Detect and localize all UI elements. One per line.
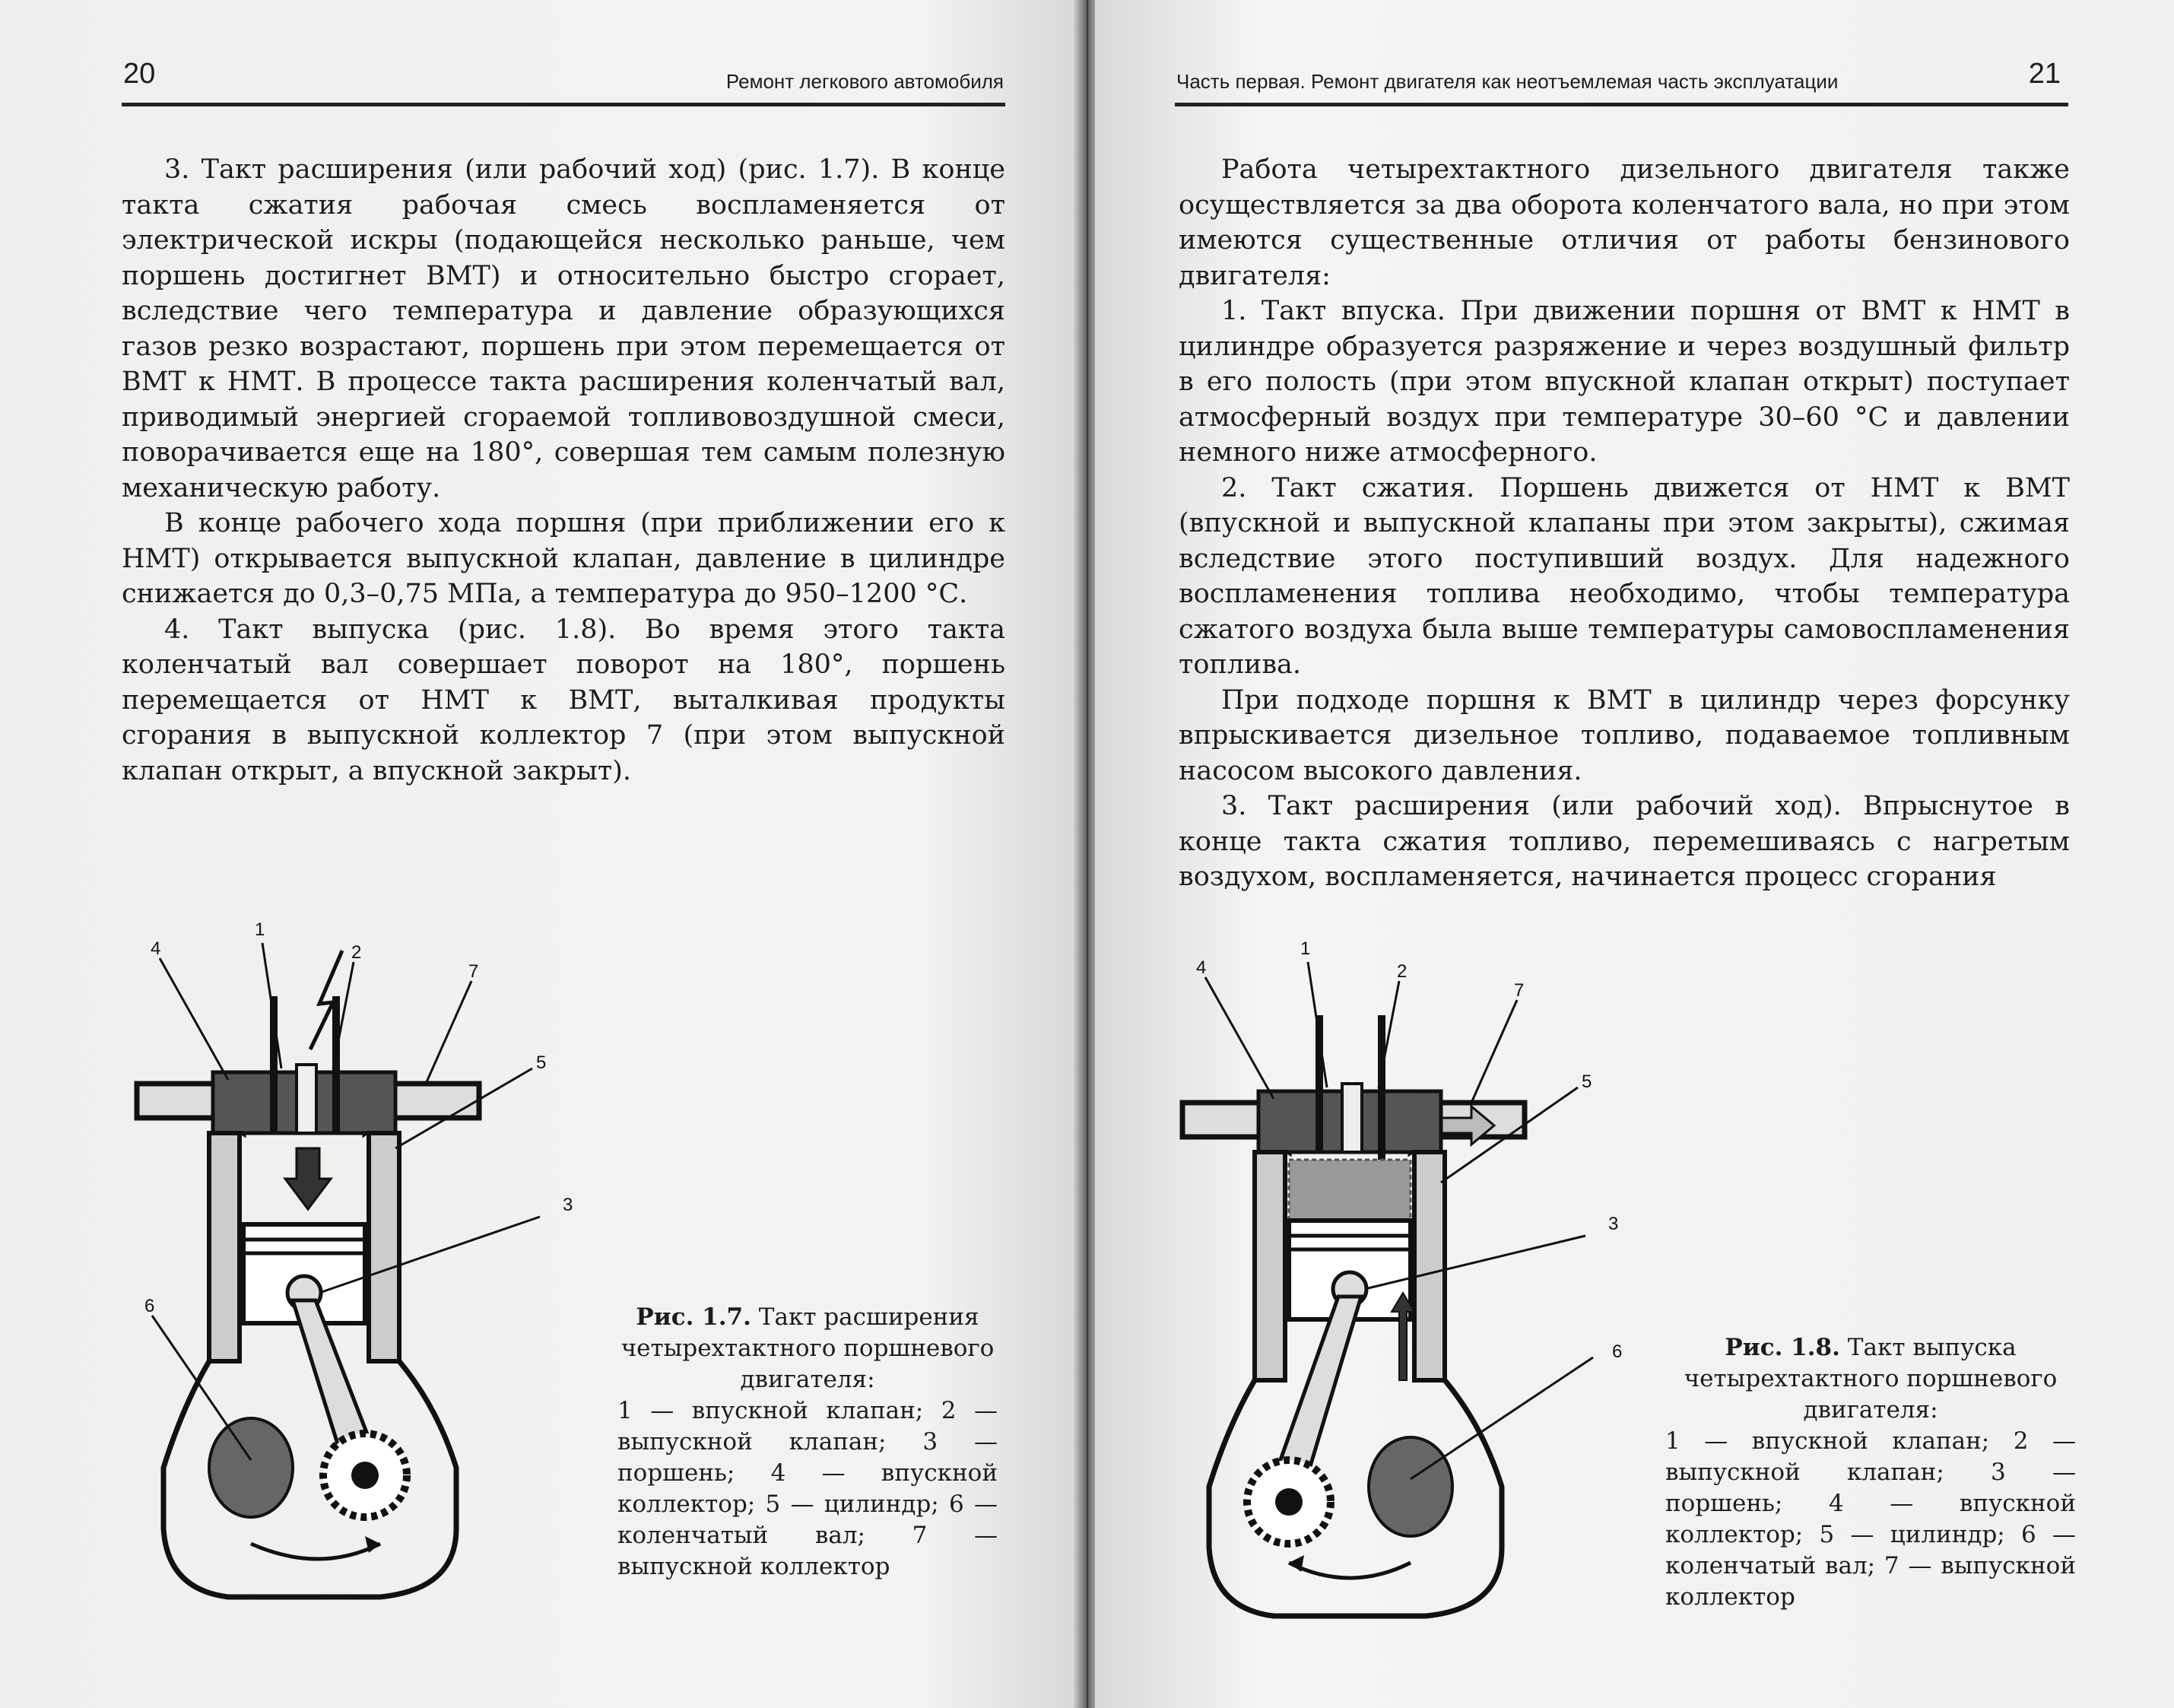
left-body-text — [122, 152, 1005, 789]
callout-5: 5 — [536, 1052, 547, 1073]
engine-diagram-exhaust-stroke — [1182, 938, 1654, 1624]
paragraph: 2. Такт сжатия. Поршень движется от НМТ к ВМТ (впускной и выпускной клапаны при этом закрыты), сжимая вследствие этого поступивший воздух. Для надежного воспламенения топлива необходимо, чтобы температура сжатого воздуха была выше температуры самовоспламенения топлива. — [1179, 472, 2070, 680]
cylinder-wall-right — [369, 1133, 399, 1361]
paragraph: 3. Такт расширения (или рабочий ход) (рис. 1.7). В конце такта сжатия рабочая смесь воспламеняется от электрической искры (подающейся несколько раньше, чем поршень достигнет ВМТ) и относительно быстро сгорает, вследствие чего температура и давление образующихся газов резко возрастают, поршень при этом перемещается от ВМТ к НМТ. В процессе такта расширения коленчатый вал, приводимый энергией сгораемой топливовоздушной смеси, поворачивается еще на 180°, совершая тем самым полезную механическую работу. — [122, 154, 1005, 503]
figure-caption-1-8 — [1665, 1332, 2076, 1613]
running-head: Часть первая. Ремонт двигателя как неотъемлемая часть эксплуатации — [1176, 70, 1839, 93]
spark-plug — [297, 1065, 316, 1133]
page-number: 20 — [123, 58, 156, 90]
callout-1: 1 — [255, 919, 265, 940]
caption-label: Рис. 1.8. — [1725, 1334, 1840, 1361]
cylinder-wall-left — [209, 1133, 240, 1361]
callout-3: 3 — [1608, 1214, 1619, 1234]
callout-4: 4 — [1196, 957, 1207, 978]
right-body-text — [1179, 152, 2070, 895]
engine-diagram-power-stroke — [137, 919, 608, 1605]
callout-6: 6 — [144, 1296, 155, 1316]
callout-2: 2 — [351, 942, 362, 963]
callout-7: 7 — [1514, 980, 1525, 1001]
right-page-header — [1175, 53, 2068, 106]
counterweight — [1369, 1437, 1452, 1536]
up-arrow-icon — [1392, 1293, 1414, 1380]
left-page-header — [122, 53, 1005, 106]
caption-body: 1 — впускной клапан; 2 — выпускной клапан; 3 — поршень; 4 — впускной коллектор; 5 — цилиндр; 6 — коленчатый вал; 7 — выпускной коллектор — [617, 1397, 998, 1580]
paragraph: 1. Такт впуска. При движении поршня от ВМТ к НМТ в цилиндре образуется разряжение и через воздушный фильтр в его полость (при этом впускной клапан открыт) поступает атмосферный воздух при температуре 30–60 °С и давлении немного ниже атмосферного. — [1179, 296, 2070, 468]
paragraph: Работа четырехтактного дизельного двигателя также осуществляется за два оборота коленчатого вала, но при этом имеются существенные отличия от работы бензинового двигателя: — [1179, 154, 2070, 291]
paragraph: 3. Такт расширения (или рабочий ход). Впрыснутое в конце такта сжатия топливо, перемешиваясь с нагретым воздухом, воспламеняется, начинается процесс сгорания — [1179, 791, 2070, 892]
down-arrow-icon — [285, 1148, 331, 1209]
figure-1-7-engine-diagram — [137, 919, 608, 1605]
cylinder-wall-right — [1414, 1152, 1445, 1380]
callout-6: 6 — [1612, 1341, 1623, 1362]
rotation-arrow-icon — [1289, 1563, 1411, 1578]
caption-title: Такт расширения четырехтактного поршневого двигателя: — [620, 1303, 995, 1393]
running-head: Ремонт легкового автомобиля — [725, 70, 1004, 93]
spark-plug — [1342, 1084, 1362, 1152]
counterweight — [209, 1418, 293, 1517]
rotation-arrow-icon — [251, 1544, 380, 1559]
figure-1-8-engine-diagram — [1182, 938, 1654, 1624]
left-page — [0, 0, 1080, 1708]
paragraph: 4. Такт выпуска (рис. 1.8). Во время этого такта коленчатый вал совершает поворот на 180°, поршень перемещается от НМТ к ВМТ, выталкивая продукты сгорания в выпускной коллектор 7 (при этом выпускной клапан открыт, а впускной закрыт). — [122, 614, 1005, 786]
paragraph: При подходе поршня к ВМТ в цилиндр через форсунку впрыскивается дизельное топливо, подаваемое топливным насосом высокого давления. — [1179, 684, 2070, 786]
caption-label: Рис. 1.7. — [636, 1303, 751, 1331]
page-number: 21 — [2028, 58, 2061, 90]
exhaust-gases — [1289, 1160, 1411, 1221]
caption-title: Такт выпуска четырехтактного поршневого двигателя: — [1684, 1334, 2058, 1424]
figure-caption-1-7 — [617, 1302, 998, 1583]
callout-4: 4 — [151, 938, 161, 959]
paragraph: В конце рабочего хода поршня (при приближении его к НМТ) открывается выпускной клапан, давление в цилиндре снижается до 0,3–0,75 МПа, а температура до 950–1200 °С. — [122, 508, 1005, 609]
callout-7: 7 — [468, 961, 479, 982]
caption-body: 1 — впускной клапан; 2 — выпускной клапан; 3 — поршень; 4 — впускной коллектор; 5 — цилиндр; 6 — коленчатый вал; 7 — выпускной коллектор — [1665, 1427, 2076, 1611]
cylinder-wall-left — [1255, 1152, 1285, 1380]
right-page — [1095, 0, 2174, 1708]
callout-5: 5 — [1582, 1071, 1592, 1092]
callout-1: 1 — [1300, 938, 1311, 959]
callout-3: 3 — [563, 1195, 573, 1215]
callout-2: 2 — [1397, 961, 1408, 982]
